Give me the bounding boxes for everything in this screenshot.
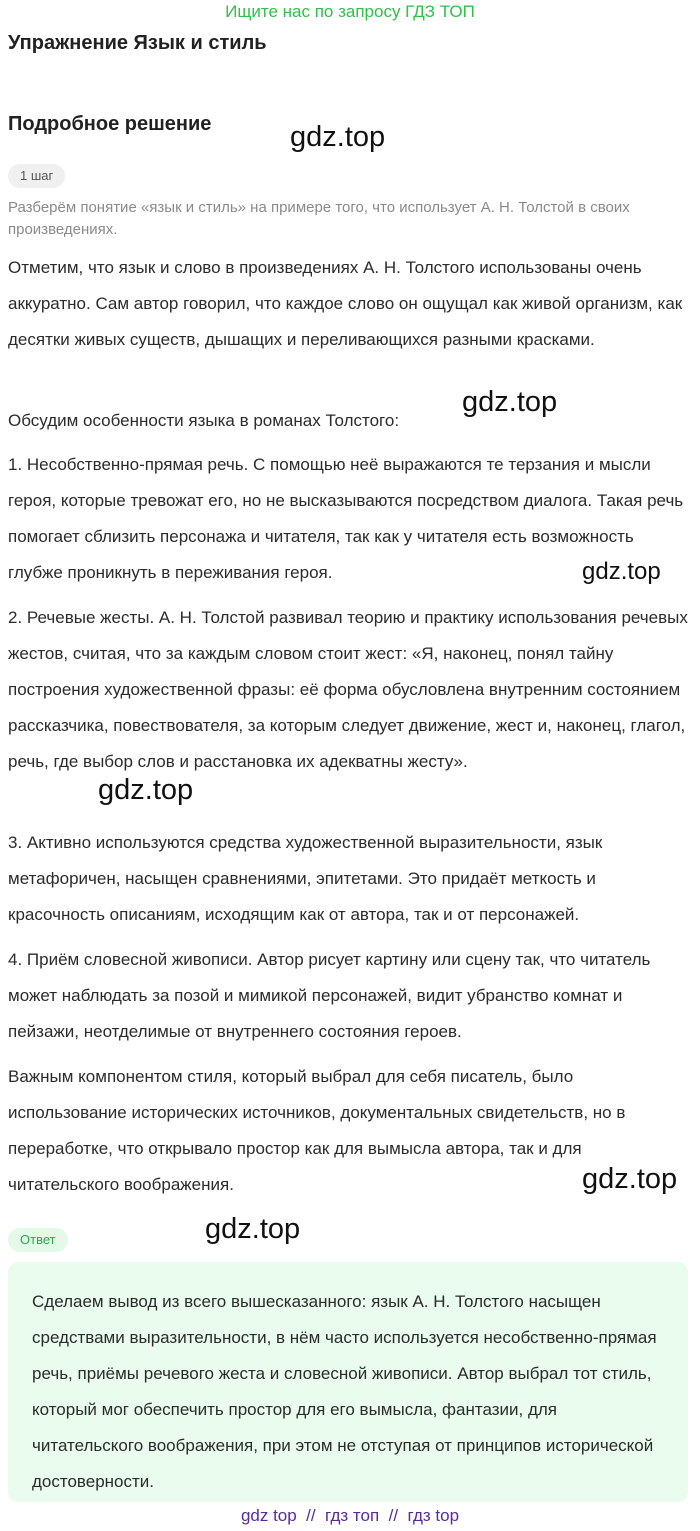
answer-badge: Ответ [8, 1228, 68, 1252]
paragraph: Отметим, что язык и слово в произведениях А. Н. Толстого использованы очень аккуратно. Сам автор говорил, что каждое слово он ощущал как живой организм, как десятки живых существ, дышащих и переливающихся разными красками. [8, 258, 683, 349]
solution-heading: Подробное решение [8, 113, 212, 135]
watermark: gdz.top [205, 1213, 301, 1245]
step-badge: 1 шаг [8, 164, 65, 188]
search-banner: Ищите нас по запросу ГДЗ ТОП [225, 2, 475, 21]
step-hint: Разберём понятие «язык и стиль» на примере того, что использует А. Н. Толстой в своих произведениях. [8, 199, 630, 238]
paragraph-item-2: 2. Речевые жесты. А. Н. Толстой развивал теорию и практику использования речевых жестов, считая, что за каждым словом стоит жест: «Я, наконец, понял тайну построения художественной фразы: её форма обусловлена внутренним состоянием рассказчика, повествователя, за которым следует движение, жест и, наконец, глагол, речь, где выбор слов и расстановка их адекватны жесту». [8, 608, 688, 771]
page-title: Упражнение Язык и стиль [8, 32, 267, 54]
answer-text: Сделаем вывод из всего вышесказанного: язык А. Н. Толстого насыщен средствами выразительности, в нём часто используется несобственно-прямая речь, приёмы речевого жеста и словесной живописи. Автор выбрал тот стиль, который мог обеспечить простор для его вымысла, фантазии, для читательского воображения, при этом не отступая от принципов исторической достоверности. [32, 1292, 657, 1491]
footer-links[interactable]: gdz top // гдз топ // гдз top [240, 1506, 460, 1525]
paragraph: Важным компонентом стиля, который выбрал для себя писатель, было использование исторических источников, документальных свидетельств, но в переработке, что открывало простор как для вымысла автора, так и для читательского воображения. [8, 1067, 626, 1194]
paragraph: Обсудим особенности языка в романах Толстого: [8, 411, 400, 430]
watermark: gdz.top [290, 121, 386, 153]
watermark: gdz.top [462, 386, 558, 418]
watermark: gdz.top [582, 558, 661, 585]
watermark: gdz.top [582, 1163, 678, 1195]
paragraph-item-4: 4. Приём словесной живописи. Автор рисует картину или сцену так, что читатель может наблюдать за позой и мимикой персонажей, видит убранство комнат и пейзажи, неотделимые от внутреннего состояния героев. [8, 950, 651, 1041]
paragraph-item-1: 1. Несобственно-прямая речь. С помощью неё выражаются те терзания и мысли героя, которые тревожат его, но не высказываются посредством диалога. Такая речь помогает сблизить персонажа и читателя, так как у читателя есть возможность глубже проникнуть в переживания героя. [8, 455, 684, 582]
paragraph-item-3: 3. Активно используются средства художественной выразительности, язык метафоричен, насыщен сравнениями, эпитетами. Это придаёт меткость и красочность описаниям, исходящим как от автора, так и от персонажей. [8, 833, 603, 924]
watermark: gdz.top [98, 774, 194, 806]
